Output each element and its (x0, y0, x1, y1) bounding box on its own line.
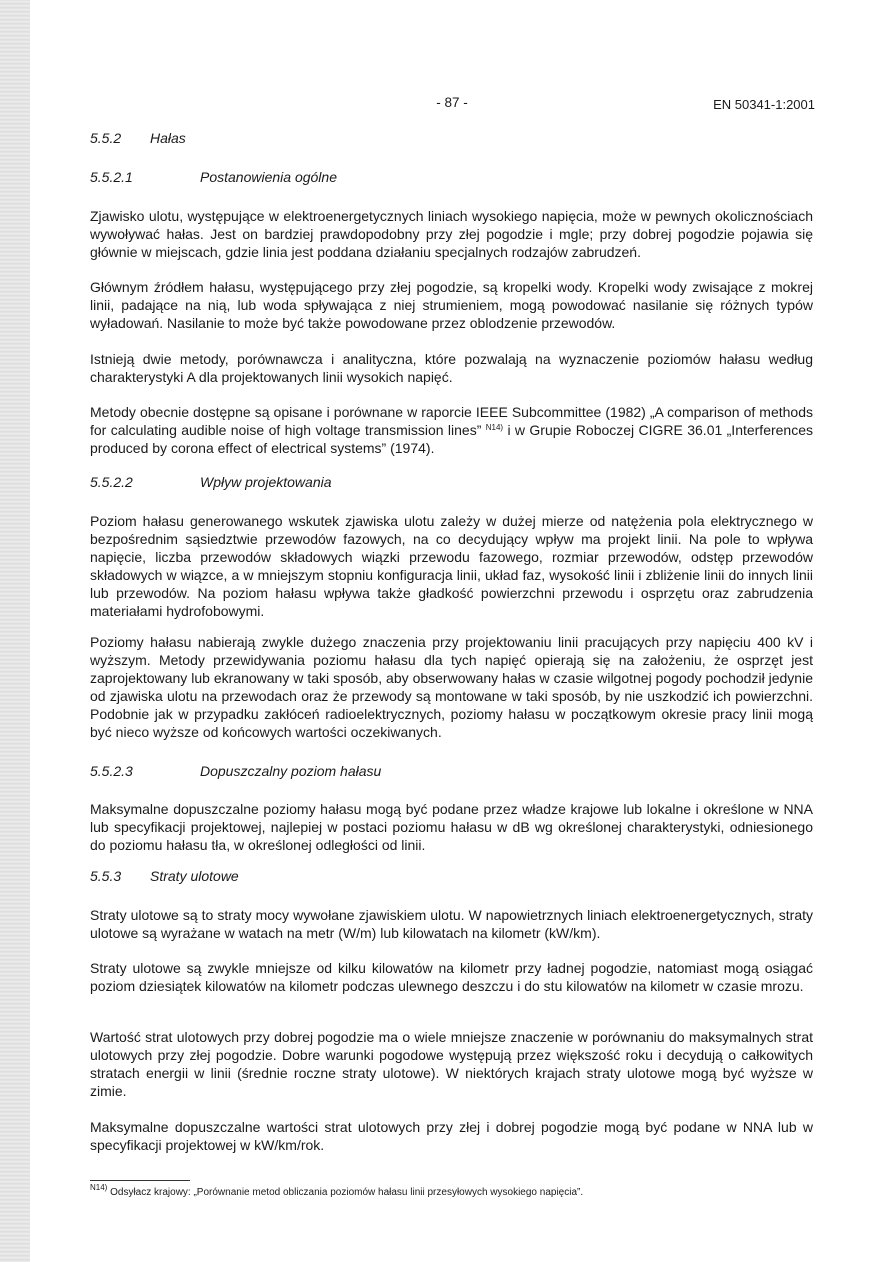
paragraph-text: Metody obecnie dostępne są opisane i porównane w raporcie IEEE Subcommittee (1982) „A comparison of methods for calculating audible noise of high voltage transmission lines” (90, 404, 813, 438)
footnote (90, 1183, 813, 1198)
heading-5-5-2-1 (90, 169, 337, 185)
section-title: Hałas (150, 130, 186, 146)
paragraph: Głównym źródłem hałasu, występującego przy złej pogodzie, są kropelki wody. Kropelki wody zwisające z mokrej linii, padające na nią, lub woda spływająca z niej strumieniem, mogą powodować nasilanie się różnych typów wyładowań. Nasilanie to może być także powodowane przez oblodzenie przewodów. (90, 279, 813, 331)
paragraph (90, 403, 813, 457)
heading-5-5-2 (90, 130, 186, 146)
paragraph: Poziom hałasu generowanego wskutek zjawiska ulotu zależy w dużej mierze od natężenia pola elektrycznego w bezpośrednim sąsiedztwie przewodów fazowych, na co decydujący wpływ ma projekt linii. Na pole to wpływa napięcie, liczba przewodów składowych wiązki przewodu fazowego, rozmiar przewodów, odstęp przewodów składowych w wiązce, a w mniejszym stopniu konfiguracja linii, układ faz, wysokość linii i zbliżenie linii do innych linii lub przewodów. Na poziom hałasu wpływa także gładkość powierzchni przewodu i osprzętu oraz zabrudzenia materiałami hydrofobowymi. (90, 513, 813, 619)
paragraph: Istnieją dwie metody, porównawcza i analityczna, które pozwalają na wyznaczenie poziomów hałasu według charakterystyki A dla projektowanych linii wysokich napięć. (90, 351, 813, 385)
section-number: 5.5.3 (90, 868, 122, 884)
paragraph: Wartość strat ulotowych przy dobrej pogodzie ma o wiele mniejsze znaczenie w porównaniu do maksymalnych strat ulotowych przy złej pogodzie. Dobre warunki pogodowe występują przez większość roku i decydują o całkowitych stratach energii w linii (średnie roczne straty ulotowe). W niektórych krajach straty ulotowe mogą być wyższe w zimie. (90, 1029, 813, 1099)
section-number: 5.5.2 (90, 130, 122, 146)
section-title: Dopuszczalny poziom hałasu (200, 763, 382, 779)
paragraph: Maksymalne dopuszczalne poziomy hałasu mogą być podane przez władze krajowe lub lokalne i określone w NNA lub specyfikacji projektowej, najlepiej w postaci poziomu hałasu w dB wg określonej charakterystyki, odniesionego do poziomu hałasu tła, w określonej odległości od linii. (90, 801, 813, 853)
paragraph-text: i w Grupie Roboczej CIGRE 36.01 „Interferences produced by corona effect of electrical systems” (1974). (90, 422, 814, 456)
heading-5-5-2-2 (90, 474, 332, 490)
standard-id: EN 50341-1:2001 (713, 97, 815, 112)
section-number: 5.5.2.1 (90, 169, 133, 185)
section-number: 5.5.2.2 (90, 474, 133, 490)
page-number: - 87 - (436, 95, 468, 110)
section-title: Wpływ projektowania (200, 474, 332, 490)
section-title: Straty ulotowe (150, 868, 239, 884)
heading-5-5-2-3 (90, 763, 381, 779)
paragraph: Straty ulotowe są zwykle mniejsze od kilku kilowatów na kilometr przy ładnej pogodzie, natomiast mogą osiągać poziom dziesiątek kilowatów na kilometr podczas ulewnego deszczu i do stu kilowatów na kilometr w czasie mrozu. (90, 960, 813, 994)
section-title: Postanowienia ogólne (200, 169, 337, 185)
heading-5-5-3 (90, 868, 239, 884)
paragraph: Zjawisko ulotu, występujące w elektroenergetycznych liniach wysokiego napięcia, może w pewnych okolicznościach wywoływać hałas. Jest on bardziej prawdopodobny przy złej pogodzie i mgle; przy dobrej pogodzie pojawia się głównie w miejscach, gdzie linia jest poddana działaniu specjalnych rodzajów zabrudzeń. (90, 208, 813, 260)
footnote-marker: N14) (90, 1183, 108, 1192)
paragraph: Poziomy hałasu nabierają zwykle dużego znaczenia przy projektowaniu linii pracujących przy napięciu 400 kV i wyższym. Metody przewidywania poziomu hałasu dla tych napięć opierają się na założeniu, że osprzęt jest zaprojektowany lub ekranowany w taki sposób, aby obserwowany hałas w czasie wilgotnej pogody pochodził jedynie od zjawiska ulotu na przewodach oraz że przewody są montowane w taki sposób, by nie uszkodzić ich powierzchni. Podobnie jak w przypadku zakłóceń radioelektrycznych, poziomy hałasu w początkowym okresie pracy linii mogą być nieco wyższe od końcowych wartości oczekiwanych. (90, 634, 813, 740)
footnote-divider (90, 1180, 190, 1181)
footnote-text: Odsyłacz krajowy: „Porównanie metod obliczania poziomów hałasu linii przesyłowych wysokiego napięcia”. (107, 1187, 584, 1198)
footnote-ref: N14) (485, 423, 504, 432)
paragraph: Straty ulotowe są to straty mocy wywołane zjawiskiem ulotu. W napowietrznych liniach elektroenergetycznych, straty ulotowe są wyrażane w watach na metr (W/m) lub kilowatach na kilometr (kW/km). (90, 907, 813, 941)
paragraph: Maksymalne dopuszczalne wartości strat ulotowych przy złej i dobrej pogodzie mogą być podane w NNA lub w specyfikacji projektowej w kW/km/rok. (90, 1119, 813, 1153)
section-number: 5.5.2.3 (90, 763, 133, 779)
